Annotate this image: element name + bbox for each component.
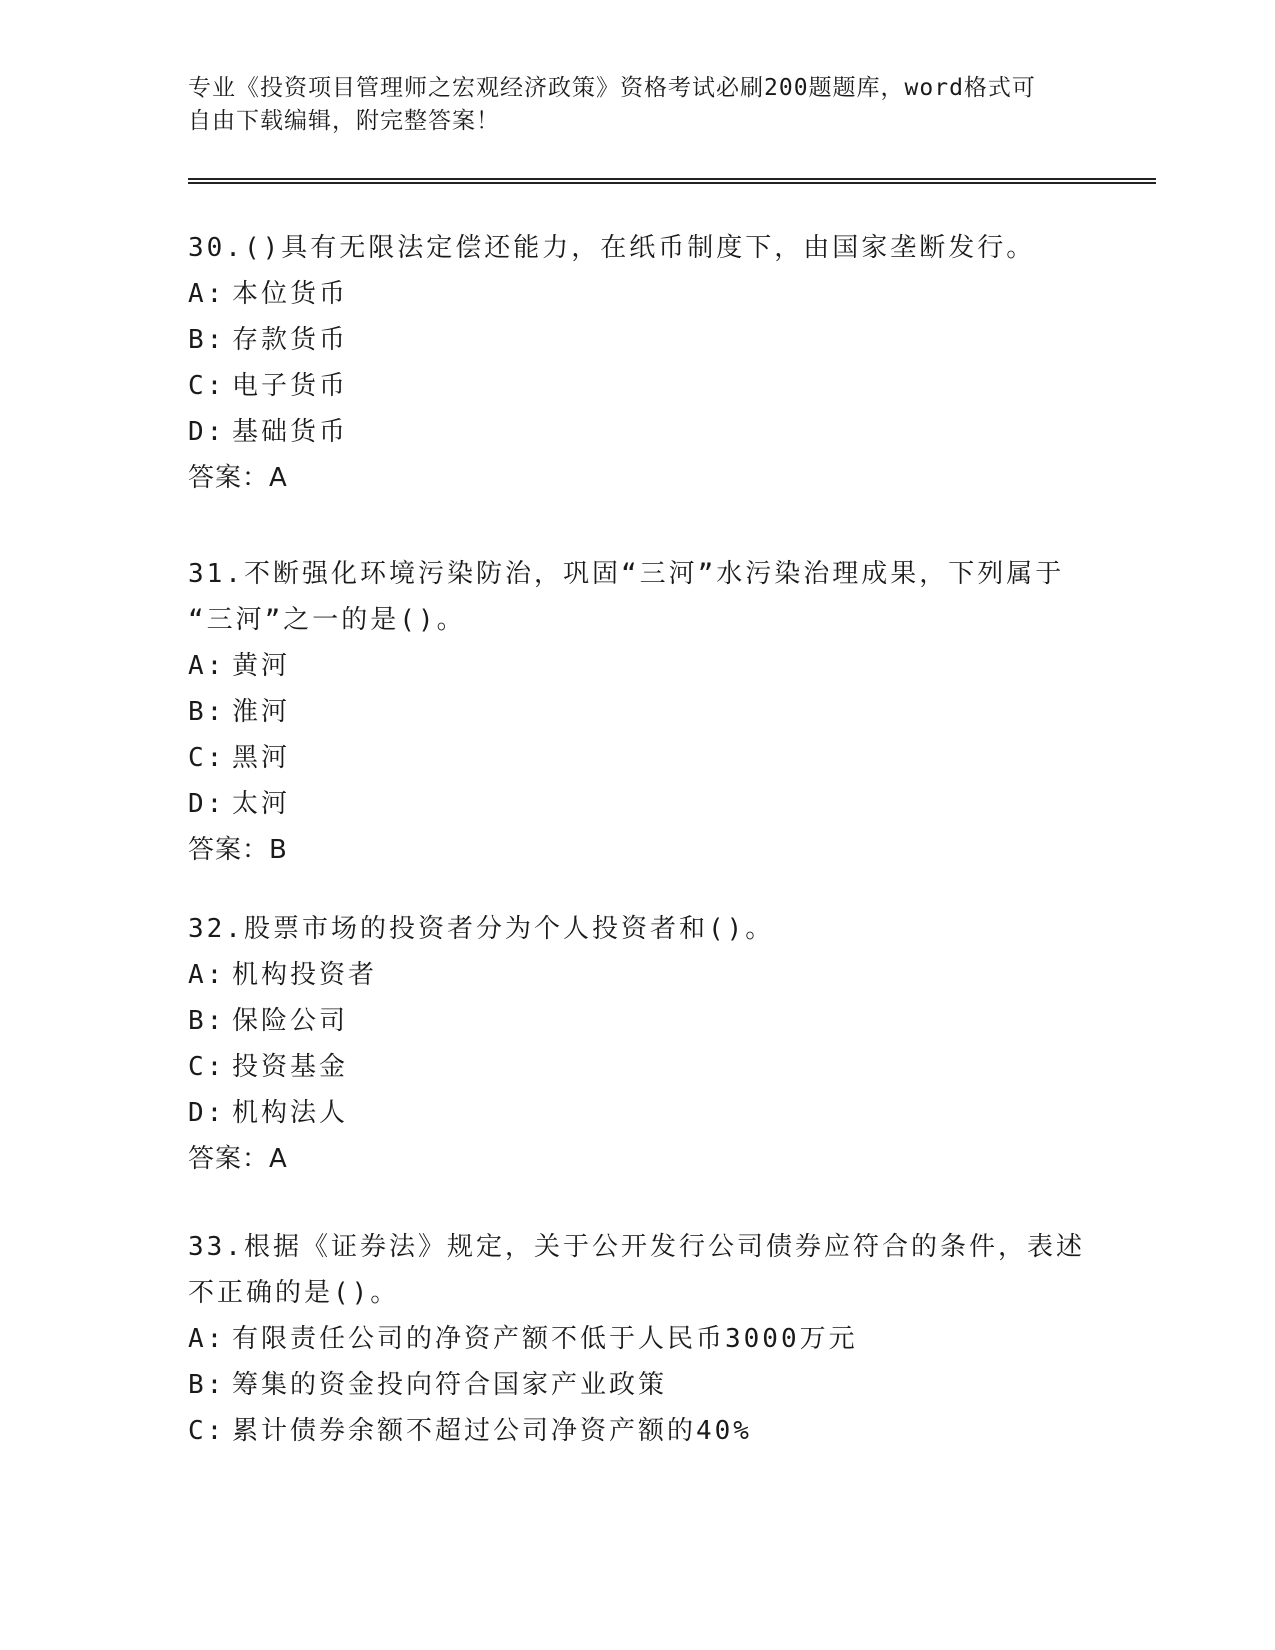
question-31 bbox=[188, 551, 1088, 873]
option-key: A: bbox=[188, 651, 226, 681]
option-key: A: bbox=[188, 279, 226, 309]
option-b bbox=[188, 689, 1088, 735]
question-text: 32.股票市场的投资者分为个人投资者和()。 bbox=[188, 914, 775, 944]
option-key: A: bbox=[188, 1324, 226, 1354]
header-divider bbox=[188, 178, 1156, 184]
option-text: 机构法人 bbox=[232, 1098, 349, 1128]
option-c bbox=[188, 1408, 1088, 1454]
option-key: C: bbox=[188, 743, 226, 773]
option-key: C: bbox=[188, 1416, 226, 1446]
option-b bbox=[188, 998, 1088, 1044]
option-c bbox=[188, 363, 1088, 409]
question-text: 30.()具有无限法定偿还能力，在纸币制度下，由国家垄断发行。 bbox=[188, 233, 1036, 263]
option-text: 筹集的资金投向符合国家产业政策 bbox=[232, 1370, 668, 1400]
option-key: B: bbox=[188, 1006, 226, 1036]
option-key: D: bbox=[188, 417, 226, 447]
answer: 答案：A bbox=[188, 463, 288, 493]
option-key: B: bbox=[188, 325, 226, 355]
option-key: C: bbox=[188, 1052, 226, 1082]
question-30 bbox=[188, 225, 1088, 501]
question-text-line-2: “三河”之一的是()。 bbox=[188, 605, 466, 635]
option-key: B: bbox=[188, 1370, 226, 1400]
option-key: B: bbox=[188, 697, 226, 727]
option-a bbox=[188, 643, 1088, 689]
option-text: 机构投资者 bbox=[232, 960, 378, 990]
option-text: 有限责任公司的净资产额不低于人民币3000万元 bbox=[232, 1324, 858, 1354]
option-key: D: bbox=[188, 1098, 226, 1128]
option-a bbox=[188, 1316, 1088, 1362]
option-b bbox=[188, 317, 1088, 363]
answer: 答案：A bbox=[188, 1144, 288, 1174]
question-text-line-1: 31.不断强化环境污染防治，巩固“三河”水污染治理成果，下列属于 bbox=[188, 559, 1065, 589]
option-b bbox=[188, 1362, 1088, 1408]
option-c bbox=[188, 735, 1088, 781]
option-text: 累计债券余额不超过公司净资产额的40% bbox=[232, 1416, 752, 1446]
option-text: 电子货币 bbox=[232, 371, 349, 401]
option-text: 投资基金 bbox=[232, 1052, 349, 1082]
option-key: A: bbox=[188, 960, 226, 990]
option-a bbox=[188, 271, 1088, 317]
question-text-line-1: 33.根据《证券法》规定，关于公开发行公司债券应符合的条件，表述 bbox=[188, 1232, 1085, 1262]
option-key: D: bbox=[188, 789, 226, 819]
option-d bbox=[188, 1090, 1088, 1136]
question-33 bbox=[188, 1224, 1088, 1454]
option-text: 存款货币 bbox=[232, 325, 349, 355]
option-key: C: bbox=[188, 371, 226, 401]
option-a bbox=[188, 952, 1088, 998]
option-text: 淮河 bbox=[232, 697, 291, 727]
question-text-line-2: 不正确的是()。 bbox=[188, 1278, 400, 1308]
question-32 bbox=[188, 906, 1088, 1182]
option-text: 基础货币 bbox=[232, 417, 349, 447]
option-text: 太河 bbox=[232, 789, 291, 819]
option-c bbox=[188, 1044, 1088, 1090]
header-line-1: 专业《投资项目管理师之宏观经济政策》资格考试必刷200题题库，word格式可 bbox=[188, 75, 1036, 101]
option-text: 黄河 bbox=[232, 651, 291, 681]
option-text: 保险公司 bbox=[232, 1006, 349, 1036]
header-line-2: 自由下载编辑，附完整答案！ bbox=[188, 108, 500, 134]
option-text: 本位货币 bbox=[232, 279, 349, 309]
document-header bbox=[188, 72, 1088, 138]
option-text: 黑河 bbox=[232, 743, 291, 773]
answer: 答案：B bbox=[188, 835, 288, 865]
option-d bbox=[188, 409, 1088, 455]
option-d bbox=[188, 781, 1088, 827]
